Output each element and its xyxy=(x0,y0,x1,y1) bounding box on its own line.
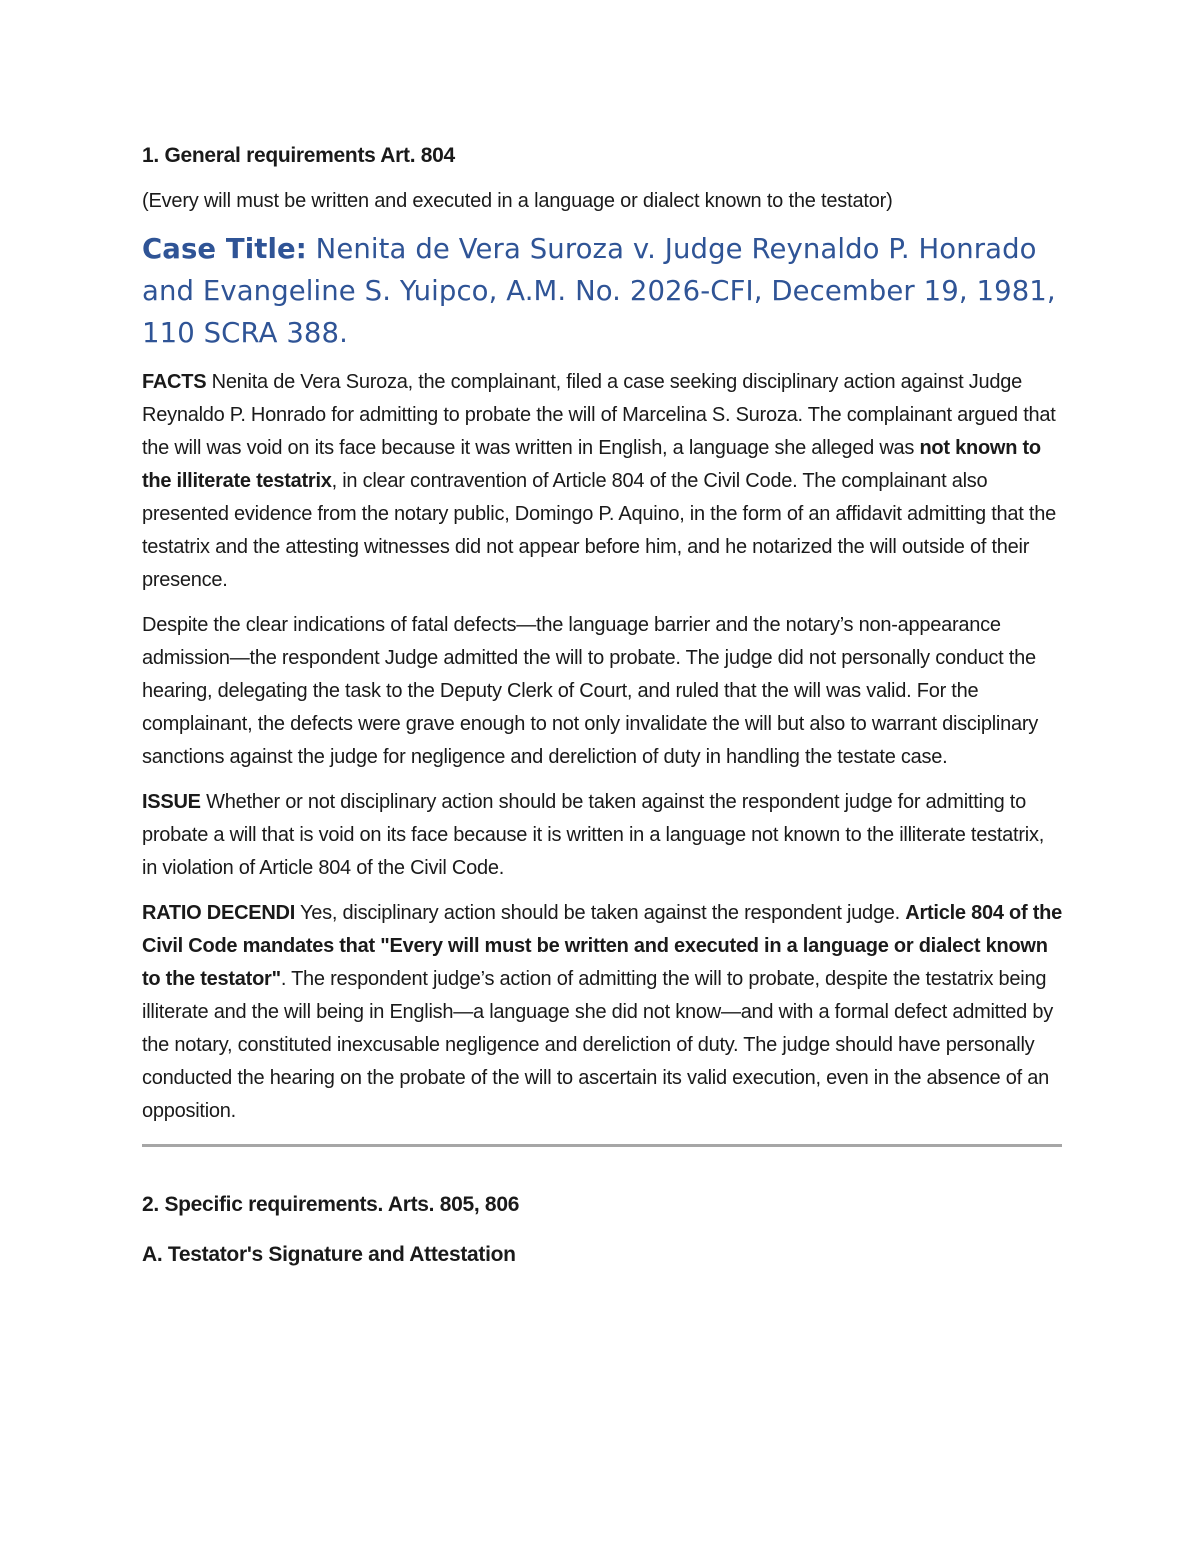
facts-text-2: , in clear contravention of Article 804 of the Civil Code. The complainant also presented evidence from the notary public, Domingo P. Aquino, in the form of an affidavit admitting that the testatrix and the attesting witnesses did not appear before him, and he notarized the will outside of their presence. xyxy=(142,470,1056,591)
case-title xyxy=(142,228,1062,354)
issue-label: ISSUE xyxy=(142,791,201,813)
section-1-subheading: (Every will must be written and executed in a language or dialect known to the testator) xyxy=(142,190,893,212)
issue-text: Whether or not disciplinary action should be taken against the respondent judge for admitting to probate a will that is void on its face because it is written in a language not known to the illiterate testatrix, in violation of Article 804 of the Civil Code. xyxy=(142,791,1045,879)
ratio-bold-phrase: Article 804 of the Civil Code mandates that "Every will must be written and executed in a language or dialect known to the testator" xyxy=(142,902,1062,990)
section-1-heading: 1. General requirements Art. 804 xyxy=(142,144,455,167)
facts-paragraph xyxy=(142,366,1062,597)
document-page xyxy=(142,136,1062,1275)
ratio-text-2: . The respondent judge’s action of admitting the will to probate, despite the testatrix being illiterate and the will being in English—a language she did not know—and with a formal defect admitted by the notary, constituted inexcusable negligence and dereliction of duty. The judge should have personally conducted the hearing on the probate of the will to ascertain its valid execution, even in the absence of an opposition. xyxy=(142,968,1053,1122)
ratio-paragraph xyxy=(142,897,1062,1128)
facts-label: FACTS xyxy=(142,371,207,393)
case-title-text: Nenita de Vera Suroza v. Judge Reynaldo P. Honrado and Evangeline S. Yuipco, A.M. No. 2026-CFI, December 19, 1981, 110 SCRA 388. xyxy=(142,233,1056,349)
section-2-heading: 2. Specific requirements. Arts. 805, 806 xyxy=(142,1193,520,1216)
facts-paragraph-2: Despite the clear indications of fatal defects—the language barrier and the notary’s non-appearance admission—the respondent Judge admitted the will to probate. The judge did not personally conduct the hearing, delegating the task to the Deputy Clerk of Court, and ruled that the will was valid. For the complainant, the defects were grave enough to not only invalidate the will but also to warrant disciplinary sanctions against the judge for negligence and dereliction of duty in handling the testate case. xyxy=(142,614,1038,768)
facts-text-1: Nenita de Vera Suroza, the complainant, filed a case seeking disciplinary action against Judge Reynaldo P. Honrado for admitting to probate the will of Marcelina S. Suroza. The complainant argued that the will was void on its face because it was written in English, a language she alleged was xyxy=(142,371,1056,459)
horizontal-divider xyxy=(142,1144,1062,1147)
case-title-label: Case Title: xyxy=(142,233,307,265)
ratio-label: RATIO DECENDI xyxy=(142,902,296,924)
facts-bold-phrase: not known to the illiterate testatrix xyxy=(142,437,1041,492)
section-2a-heading: A. Testator's Signature and Attestation xyxy=(142,1243,516,1266)
issue-paragraph xyxy=(142,786,1062,885)
ratio-text-1: Yes, disciplinary action should be taken against the respondent judge. xyxy=(295,902,906,924)
